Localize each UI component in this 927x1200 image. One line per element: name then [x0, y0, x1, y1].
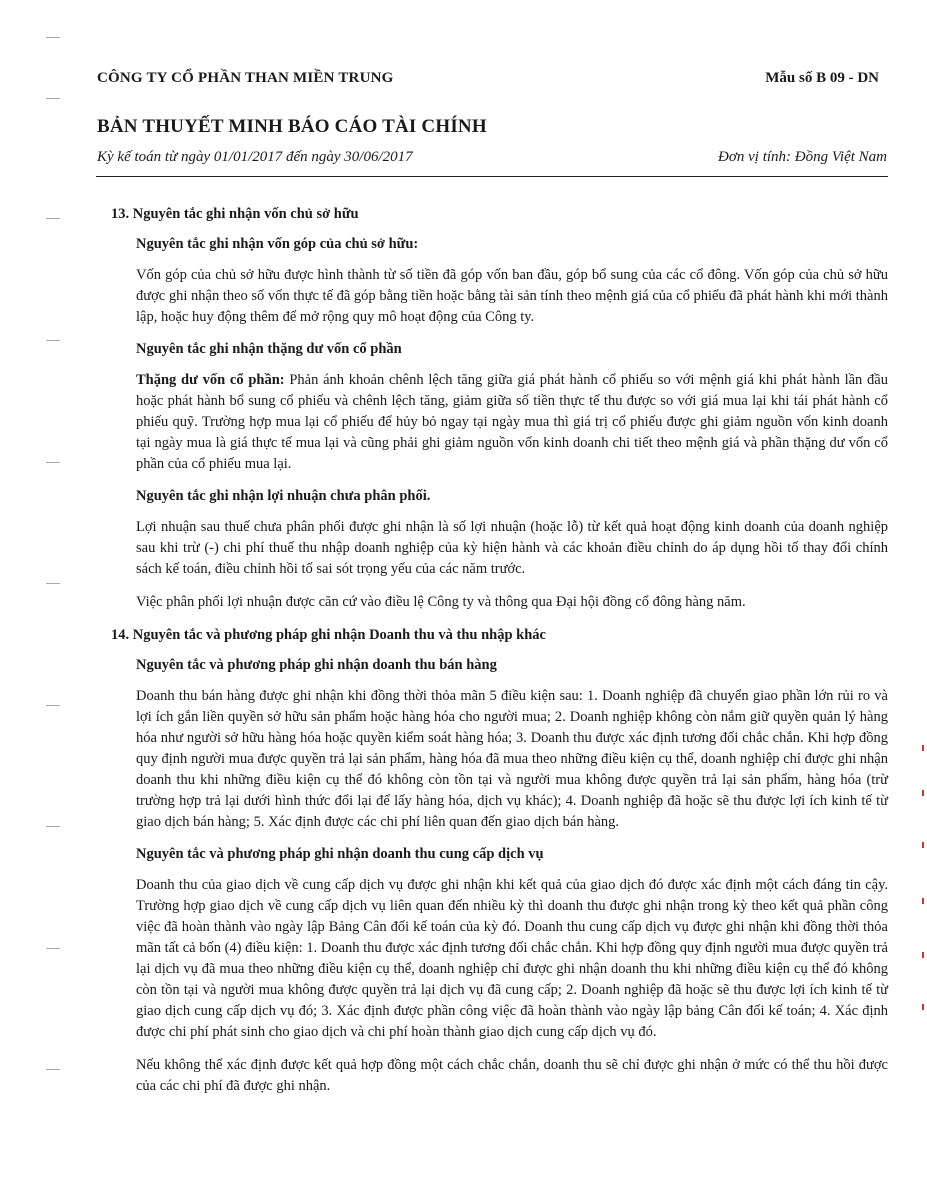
form-number: Mẫu số B 09 - DN — [765, 70, 879, 86]
paragraph — [136, 370, 888, 475]
paragraph-text: Phản ánh khoản chênh lệch tăng giữa giá phát hành cổ phiếu so với mệnh giá khi phát hành lần đầu hoặc phát hành bổ sung cổ phiếu và chênh lệch tăng, giảm giữa số tiền thực tế thu được so với giá mua lại khi tái phát hành cổ phiếu quỹ. Trường hợp mua lại cổ phiếu để hủy bỏ ngay tại ngày mua thì giá trị cổ phiếu được ghi giảm nguồn vốn kinh doanh tại ngày mua là giá thực tế mua lại và cũng phải ghi giảm nguồn vốn kinh doanh chi tiết theo mệnh giá và phần thặng dư vốn cổ phần của cổ phiếu mua lại. — [136, 372, 888, 472]
margin-tick — [46, 218, 60, 219]
edge-mark — [922, 1004, 924, 1010]
margin-tick — [46, 1069, 60, 1070]
edge-mark — [922, 952, 924, 958]
margin-tick — [46, 98, 60, 99]
subsection-heading: Nguyên tắc và phương pháp ghi nhận doanh thu cung cấp dịch vụ — [136, 846, 544, 862]
currency-unit: Đơn vị tính: Đồng Việt Nam — [718, 149, 887, 165]
margin-tick — [46, 583, 60, 584]
header-divider — [96, 176, 888, 177]
paragraph: Việc phân phối lợi nhuận được căn cứ vào điều lệ Công ty và thông qua Đại hội đồng cổ đông hàng năm. — [136, 594, 746, 610]
edge-mark — [922, 745, 924, 751]
section-heading: 13. Nguyên tắc ghi nhận vốn chủ sở hữu — [111, 206, 359, 222]
section-heading: 14. Nguyên tắc và phương pháp ghi nhận Doanh thu và thu nhập khác — [111, 627, 546, 643]
subsection-heading: Nguyên tắc và phương pháp ghi nhận doanh thu bán hàng — [136, 657, 497, 673]
paragraph: Lợi nhuận sau thuế chưa phân phối được ghi nhận là số lợi nhuận (hoặc lỗ) từ kết quả hoạt động kinh doanh của doanh nghiệp sau khi trừ (-) chi phí thuế thu nhập doanh nghiệp của kỳ hiện hành và các khoản điều chỉnh do áp dụng hồi tố thay đổi chính sách kế toán, điều chỉnh hồi tố sai sót trọng yếu của các năm trước. — [136, 519, 888, 577]
edge-mark — [922, 790, 924, 796]
reporting-period: Kỳ kế toán từ ngày 01/01/2017 đến ngày 30/06/2017 — [97, 149, 413, 165]
term-lead: Thặng dư vốn cổ phần: — [136, 372, 285, 388]
document-title: BẢN THUYẾT MINH BÁO CÁO TÀI CHÍNH — [97, 116, 487, 137]
paragraph: Vốn góp của chủ sở hữu được hình thành từ số tiền đã góp vốn ban đầu, góp bổ sung của các cổ đông. Vốn góp của chủ sở hữu được ghi nhận theo số vốn thực tế đã góp bằng tiền hoặc bằng tài sản tính theo mệnh giá của cổ phiếu đã phát hành khi mới thành lập, hoặc huy động thêm để mở rộng quy mô hoạt động của Công ty. — [136, 267, 888, 325]
edge-mark — [922, 842, 924, 848]
subsection-heading: Nguyên tắc ghi nhận thặng dư vốn cổ phần — [136, 341, 402, 357]
document-body — [97, 196, 888, 1097]
margin-tick — [46, 37, 60, 38]
paragraph: Doanh thu của giao dịch về cung cấp dịch vụ được ghi nhận khi kết quả của giao dịch đó được xác định một cách đáng tin cậy. Trường hợp giao dịch về cung cấp dịch vụ liên quan đến nhiều kỳ thì doanh thu được ghi nhận trong kỳ theo kết quả phần công việc đã hoàn thành vào ngày lập Bảng Cân đối kế toán của kỳ đó. Doanh thu cung cấp dịch vụ được ghi nhận khi đồng thời thỏa mãn tất cả bốn (4) điều kiện: 1. Doanh thu được xác định tương đối chắc chắn. Khi hợp đồng quy định người mua được quyền trả lại dịch vụ đã mua theo những điều kiện cụ thể, doanh nghiệp chỉ được ghi nhận doanh thu khi những điều kiện cụ thể đó không còn tồn tại và người mua không được quyền trả lại dịch vụ đã cung cấp; 2. Doanh nghiệp đã hoặc sẽ thu được lợi ích kinh tế từ giao dịch cung cấp dịch vụ đó; 3. Xác định được phần công việc đã hoàn thành vào ngày lập bảng Cân đối kế toán; 4. Xác định được chi phí phát sinh cho giao dịch và chi phí hoàn thành giao dịch cung cấp dịch vụ đó. — [136, 877, 888, 1040]
margin-tick — [46, 705, 60, 706]
section-13 — [97, 206, 888, 613]
margin-tick — [46, 948, 60, 949]
paragraph: Doanh thu bán hàng được ghi nhận khi đồng thời thỏa mãn 5 điều kiện sau: 1. Doanh nghiệp đã chuyển giao phần lớn rủi ro và lợi ích gắn liền quyền sở hữu sản phẩm hoặc hàng hóa cho người mua; 2. Doanh nghiệp không còn nắm giữ quyền quản lý hàng hóa như người sở hữu hàng hóa hoặc quyền kiểm soát hàng hóa; 3. Doanh thu được xác định tương đối chắc chắn. Khi hợp đồng quy định người mua được quyền trả lại sản phẩm, hàng hóa đã mua theo những điều kiện cụ thể, doanh nghiệp chỉ được ghi nhận doanh thu khi những điều kiện cụ thể đó không còn tồn tại và người mua không được quyền trả lại sản phẩm, hàng hóa (trừ trường hợp trả lại dưới hình thức đổi lại để lấy hàng hóa, dịch vụ khác); 4. Doanh nghiệp đã hoặc sẽ thu được lợi ích kinh tế từ giao dịch bán hàng; 5. Xác định được các chi phí liên quan đến giao dịch bán hàng. — [136, 688, 888, 830]
company-name: CÔNG TY CỔ PHẦN THAN MIỀN TRUNG — [97, 70, 394, 86]
margin-tick — [46, 826, 60, 827]
margin-tick — [46, 462, 60, 463]
section-14 — [97, 627, 888, 1097]
margin-tick — [46, 340, 60, 341]
paragraph: Nếu không thể xác định được kết quả hợp đồng một cách chắc chắn, doanh thu sẽ chỉ được ghi nhận ở mức có thể thu hồi được của các chi phí đã được ghi nhận. — [136, 1057, 888, 1094]
subsection-heading: Nguyên tắc ghi nhận lợi nhuận chưa phân phối. — [136, 488, 431, 504]
edge-mark — [922, 898, 924, 904]
subsection-heading: Nguyên tắc ghi nhận vốn góp của chủ sở hữu: — [136, 236, 419, 252]
